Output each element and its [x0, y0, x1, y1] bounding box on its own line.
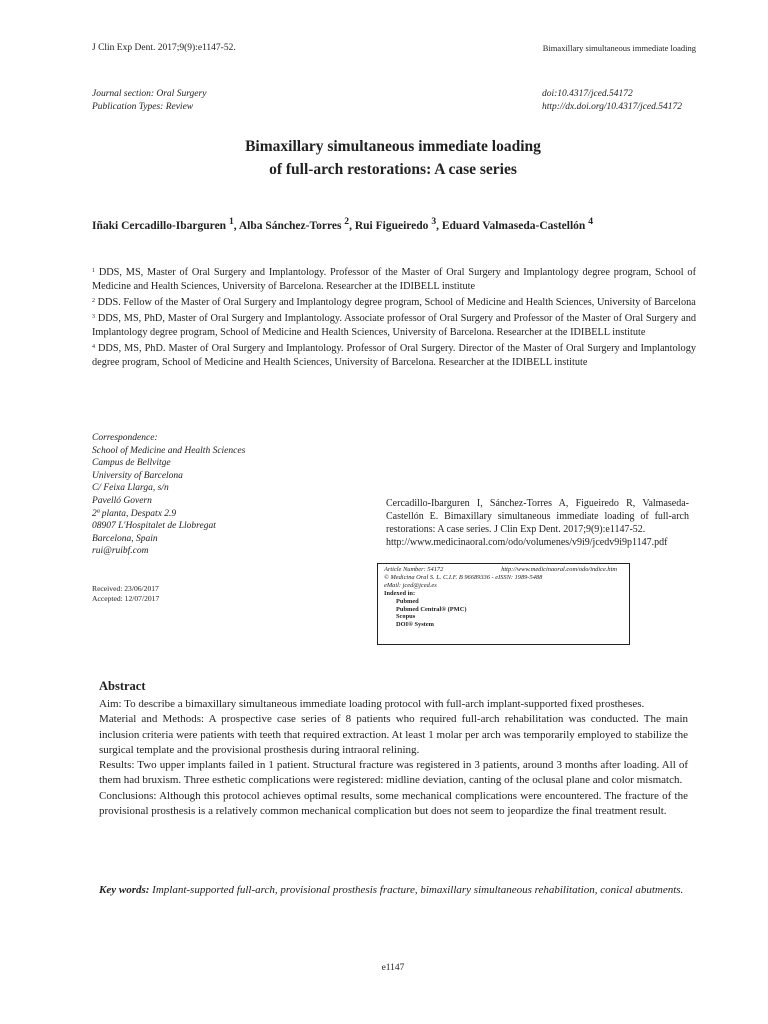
correspondence-line: Barcelona, Spain	[92, 533, 158, 544]
affiliation-number: 3	[92, 314, 95, 320]
keywords-text: Implant-supported full-arch, provisional prosthesis fracture, bimaxillary simultaneous rehabilitation, conical abutments.	[152, 884, 684, 896]
correspondence-label: Correspondence:	[92, 433, 158, 443]
affiliation-item	[92, 264, 696, 294]
journal-email[interactable]: eMail: jced@jced.es	[384, 581, 437, 589]
running-title: Bimaxillary simultaneous immediate loading	[542, 43, 696, 53]
index-item: Pubmed Central® (PMC)	[396, 605, 467, 613]
affiliation-text: DDS, MS, PhD, Master of Oral Surgery and Implantology. Associate professor of Oral Surgery and Professor of the Master of Oral Surgery and Implantology degree program, School of Medicine and Health Sciences, University of Barcelona. Researcher at the IDIBELL institute	[92, 313, 696, 338]
author-list: Iñaki Cercadillo-Ibarguren $^1$, Alba Sánchez-Torres $^2$, Rui Figueiredo $^3$, Eduard Valmaseda-Castellón $^4$	[92, 216, 593, 232]
article-title	[0, 135, 768, 181]
affiliations	[92, 264, 696, 370]
accepted-date: Accepted: 12/07/2017	[92, 593, 160, 603]
correspondence-email[interactable]: rui@ruibf.com	[92, 546, 149, 557]
correspondence-block	[92, 432, 245, 558]
article-number: Article Number: 54172	[384, 566, 444, 573]
article-info-box	[377, 563, 630, 645]
author-name: Eduard Valmaseda-Castellón	[441, 219, 586, 232]
author-affiliation-mark: 3	[431, 216, 437, 227]
correspondence-line: C/ Feixa Llarga, s/n	[92, 483, 169, 494]
doi-link[interactable]: http://dx.doi.org/10.4317/jced.54172	[542, 102, 683, 112]
abstract-methods: Material and Methods: A prospective case series of 8 patients who required full-arch rehabilitation was conducted. The main inclusion criteria were patients with teeth that required extraction. At least 1 molar per arch was temporarily employed to stabilize the surgical template and the provisional prosthesis during intraoral relining.	[99, 713, 688, 756]
correspondence-line: University of Barcelona	[92, 470, 183, 481]
correspondence-line: Campus de Bellvitge	[92, 458, 171, 469]
abstract-aim: Aim: To describe a bimaxillary simultaneous immediate loading protocol with full-arch implant-supported fixed prostheses.	[99, 698, 645, 710]
keywords-label: Key words:	[99, 884, 150, 896]
correspondence-line: 08907 L'Hospitalet de Llobregat	[92, 521, 216, 532]
publication-type: Publication Types: Review	[92, 102, 194, 112]
page-number: e1147	[381, 963, 405, 973]
title-line-2: of full-arch restorations: A case series	[269, 161, 517, 178]
journal-section-block	[92, 88, 206, 114]
abstract-body	[99, 697, 688, 819]
affiliation-text: DDS, MS, Master of Oral Surgery and Implantology. Professor of the Master of Oral Surgery and Implantology degree program, School of Medicine and Health Sciences, University of Barcelona. Researcher at the IDIBELL institute	[92, 267, 696, 292]
correspondence-line: Pavelló Govern	[92, 495, 152, 506]
affiliation-item	[92, 340, 696, 370]
affiliation-item	[92, 310, 696, 340]
doi-block	[542, 88, 682, 114]
affiliation-number: 2	[92, 298, 95, 304]
abstract-results: Results: Two upper implants failed in 1 patient. Structural fracture was registered in 3 patients, around 3 months after loading. All of them had bruxism. Three esthetic complications were registered: midline deviation, canting of the oclusal plane and color mismatch.	[99, 759, 688, 787]
author-affiliation-mark: 1	[228, 216, 234, 227]
index-item: Scopus	[396, 613, 416, 621]
journal-site-url[interactable]: http://www.medicinaoral.com/odo/indice.htm	[501, 566, 617, 573]
journal-section: Journal section: Oral Surgery	[92, 89, 207, 99]
abstract-conclusions: Conclusions: Although this protocol achieves optimal results, some mechanical complications were encountered. The fracture of the provisional prosthesis is a relatively common mechanical complication but does not seem to jeopardize the final treatment result.	[99, 789, 688, 818]
received-date: Received: 23/06/2017	[92, 584, 159, 593]
affiliation-number: 4	[92, 344, 95, 350]
citation-url[interactable]: http://www.medicinaoral.com/odo/volumenes/v9i9/jcedv9i9p1147.pdf	[386, 537, 668, 548]
doi: doi:10.4317/jced.54172	[542, 89, 633, 99]
affiliation-text: DDS, MS, PhD. Master of Oral Surgery and Implantology. Professor of Oral Surgery. Director of the Master of Oral Surgery and Implantology degree program, School of Medicine and Health Sciences, University of Barcelona. Researcher at the IDIBELL institute	[92, 343, 696, 368]
title-line-1: Bimaxillary simultaneous immediate loading	[245, 138, 541, 155]
author-affiliation-mark: 4	[588, 216, 593, 227]
keywords	[99, 883, 688, 898]
index-item: DOI® System	[396, 621, 434, 629]
journal-reference: J Clin Exp Dent. 2017;9(9):e1147-52.	[92, 43, 236, 53]
correspondence-line: 2ª planta, Despatx 2.9	[92, 508, 177, 519]
author-affiliation-mark: 2	[344, 216, 350, 227]
copyright-line: © Medicina Oral S. L. C.I.F. B 96689336 - eISSN: 1989-5488	[384, 573, 543, 581]
affiliation-number: 1	[92, 268, 95, 274]
author-name: Alba Sánchez-Torres	[238, 219, 342, 232]
author-name: Rui Figueiredo	[354, 219, 429, 232]
indexed-label: Indexed in:	[384, 589, 416, 597]
author-name: Iñaki Cercadillo-Ibarguren	[92, 219, 227, 232]
citation-block	[386, 497, 689, 549]
correspondence-line: School of Medicine and Health Sciences	[92, 445, 246, 456]
index-item: Pubmed	[396, 597, 419, 605]
abstract-heading: Abstract	[99, 679, 146, 693]
affiliation-text: DDS. Fellow of the Master of Oral Surgery and Implantology degree program, School of Medicine and Health Sciences, University of Barcelona	[97, 297, 696, 308]
citation-text: Cercadillo-Ibarguren I, Sánchez-Torres A, Figueiredo R, Valmaseda-Castellón E. Bimaxillary simultaneous immediate loading of full-arch restorations: A case series. J Clin Exp Dent. 2017;9(9):e1147-52.	[386, 498, 689, 535]
dates-block	[92, 584, 159, 603]
affiliation-item	[92, 294, 696, 310]
